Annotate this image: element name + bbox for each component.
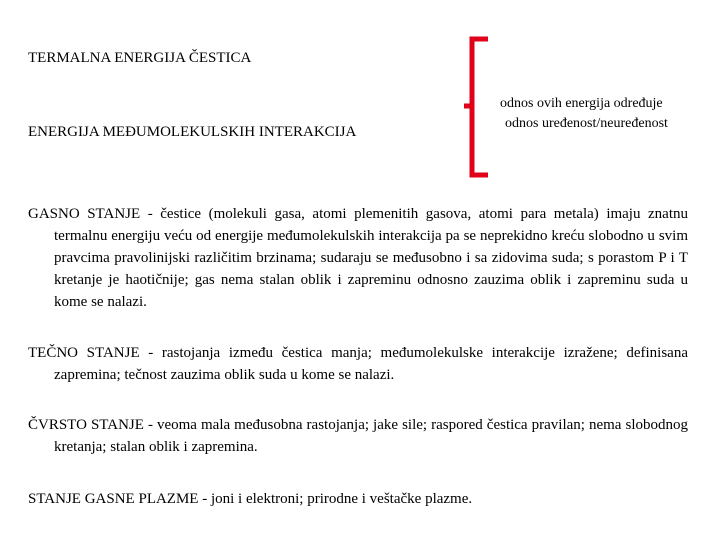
heading-intermolecular-energy: ENERGIJA MEĐUMOLEKULSKIH INTERAKCIJA xyxy=(28,124,357,140)
bracket-line xyxy=(472,39,488,175)
paragraph-plasma-state: STANJE GASNE PLAZME - joni i elektroni; prirodne i veštačke plazme. xyxy=(28,491,473,507)
paragraph-liquid-state: TEČNO STANJE - rastojanja između čestica manja; međumolekulske interakcije izražene; definisana zapremina; tečnost zauzima oblik suda u kome se nalazi. xyxy=(28,345,688,383)
paragraph-gas-state: GASNO STANJE - čestice (molekuli gasa, atomi plemenitih gasova, atomi para metala) imaju znatnu termalnu energiju veću od energije međumolekulskih interakcija pa se neprekidno kreću slobodno u svim pravcima pravolinijski različitim brzinama; sudaraju se međusobno i sa zidovima suda; s porastom P i T kretanje je haotičnije; gas nema stalan oblik i zapreminu odnosno zauzima oblik i zapreminu suda u kome se nalazi. xyxy=(28,206,688,310)
paragraph-solid-state: ČVRSTO STANJE - veoma mala međusobna rastojanja; jake sile; raspored čestica pravilan; nema slobodnog kretanja; stalan oblik i zapremina. xyxy=(28,417,688,455)
heading-thermal-energy: TERMALNA ENERGIJA ČESTICA xyxy=(28,50,252,66)
bracket-connector xyxy=(462,36,502,178)
energy-relation-note xyxy=(500,94,720,134)
note-line-2: odnos uređenost/neuređenost xyxy=(505,116,668,131)
note-line-1: odnos ovih energija određuje xyxy=(500,96,663,111)
